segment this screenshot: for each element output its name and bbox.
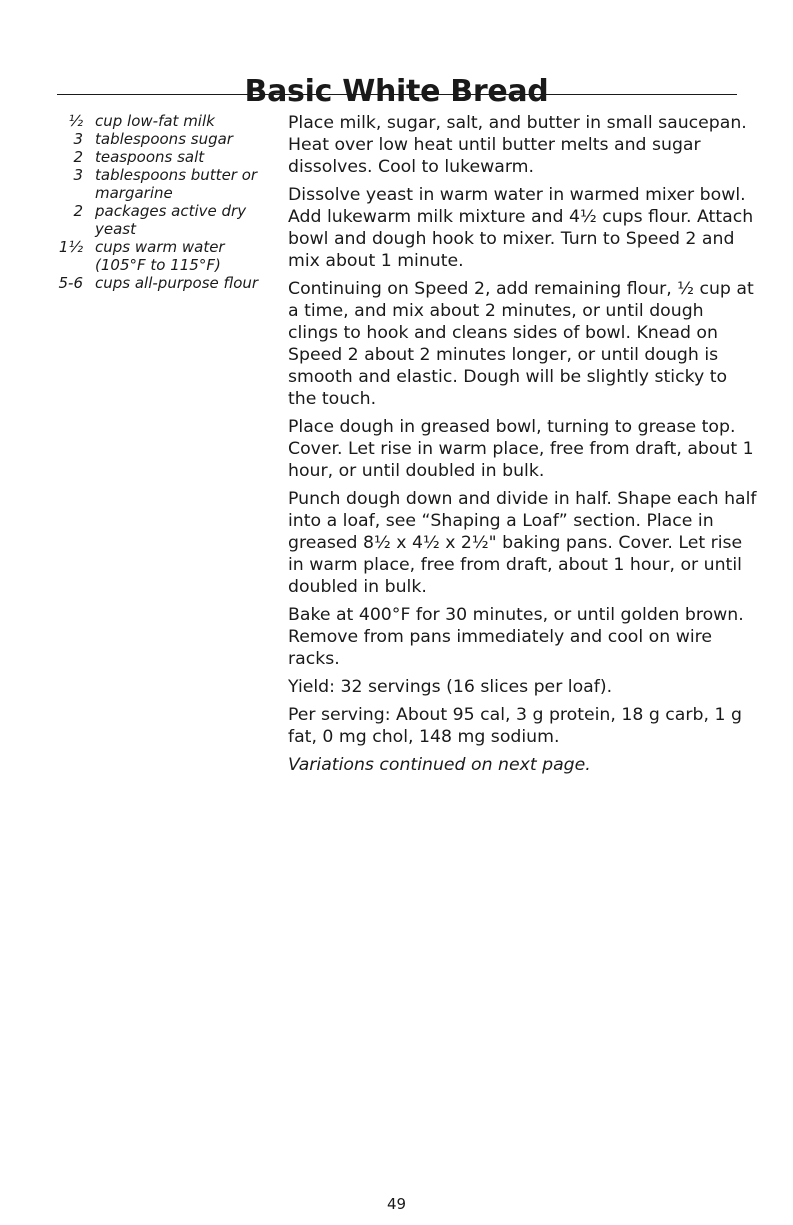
- ingredient-name: tablespoons sugar: [95, 130, 233, 148]
- ingredient-item: [50, 202, 275, 238]
- instruction-step: Punch dough down and divide in half. Shape each half into a loaf, see “Shaping a Loaf” section. Place in greased 8½ x 4½ x 2½" baking pans. Cover. Let rise in warm place, free from draft, about 1 hour, or until doubled in bulk.: [288, 489, 757, 597]
- ingredient-item: [50, 112, 275, 130]
- yield-text: Yield: 32 servings (16 slices per loaf).: [288, 677, 613, 697]
- page-title: Basic White Bread: [244, 74, 549, 110]
- page-number: 49: [386, 1195, 407, 1213]
- ingredient-quantity: 2: [73, 202, 83, 220]
- ingredient-item: [50, 148, 275, 166]
- nutrition-text: Per serving: About 95 cal, 3 g protein, 18 g carb, 1 g fat, 0 mg chol, 148 mg sodium.: [288, 705, 742, 747]
- ingredient-quantity: 3: [73, 166, 83, 184]
- continued-note: Variations continued on next page.: [288, 755, 591, 775]
- ingredient-quantity: 1½: [58, 238, 83, 256]
- ingredient-list: [50, 112, 275, 292]
- ingredient-name: cup low-fat milk: [95, 112, 215, 130]
- ingredient-name: teaspoons salt: [95, 148, 205, 166]
- instructions: [288, 112, 758, 782]
- instruction-step: Dissolve yeast in warm water in warmed mixer bowl. Add lukewarm milk mixture and 4½ cups flour. Attach bowl and dough hook to mixer. Turn to Speed 2 and mix about 1 minute.: [288, 185, 754, 271]
- instruction-step: Continuing on Speed 2, add remaining flour, ½ cup at a time, and mix about 2 minutes, or until dough clings to hook and cleans sides of bowl. Knead on Speed 2 about 2 minutes longer, or until dough is smooth and elastic. Dough will be slightly sticky to the touch.: [288, 279, 754, 409]
- title-divider: [57, 94, 737, 95]
- instruction-step: Place milk, sugar, salt, and butter in small saucepan. Heat over low heat until butter melts and sugar dissolves. Cool to lukewarm.: [288, 113, 747, 177]
- instruction-step: Place dough in greased bowl, turning to grease top. Cover. Let rise in warm place, free from draft, about 1 hour, or until doubled in bulk.: [288, 417, 754, 481]
- ingredient-item: [50, 274, 275, 292]
- ingredient-quantity: ½: [68, 112, 83, 130]
- ingredient-name: cups warm water (105°F to 115°F): [95, 238, 225, 274]
- ingredient-name: packages active dry yeast: [95, 202, 247, 238]
- ingredient-quantity: 2: [73, 148, 83, 166]
- ingredient-item: [50, 238, 275, 274]
- ingredient-name: tablespoons butter or margarine: [95, 166, 258, 202]
- ingredient-quantity: 3: [73, 130, 83, 148]
- ingredient-name: cups all-purpose flour: [95, 274, 259, 292]
- ingredient-item: [50, 166, 275, 202]
- ingredient-quantity: 5-6: [58, 274, 83, 292]
- ingredient-item: [50, 130, 275, 148]
- instruction-step: Bake at 400°F for 30 minutes, or until golden brown. Remove from pans immediately and cool on wire racks.: [288, 605, 744, 669]
